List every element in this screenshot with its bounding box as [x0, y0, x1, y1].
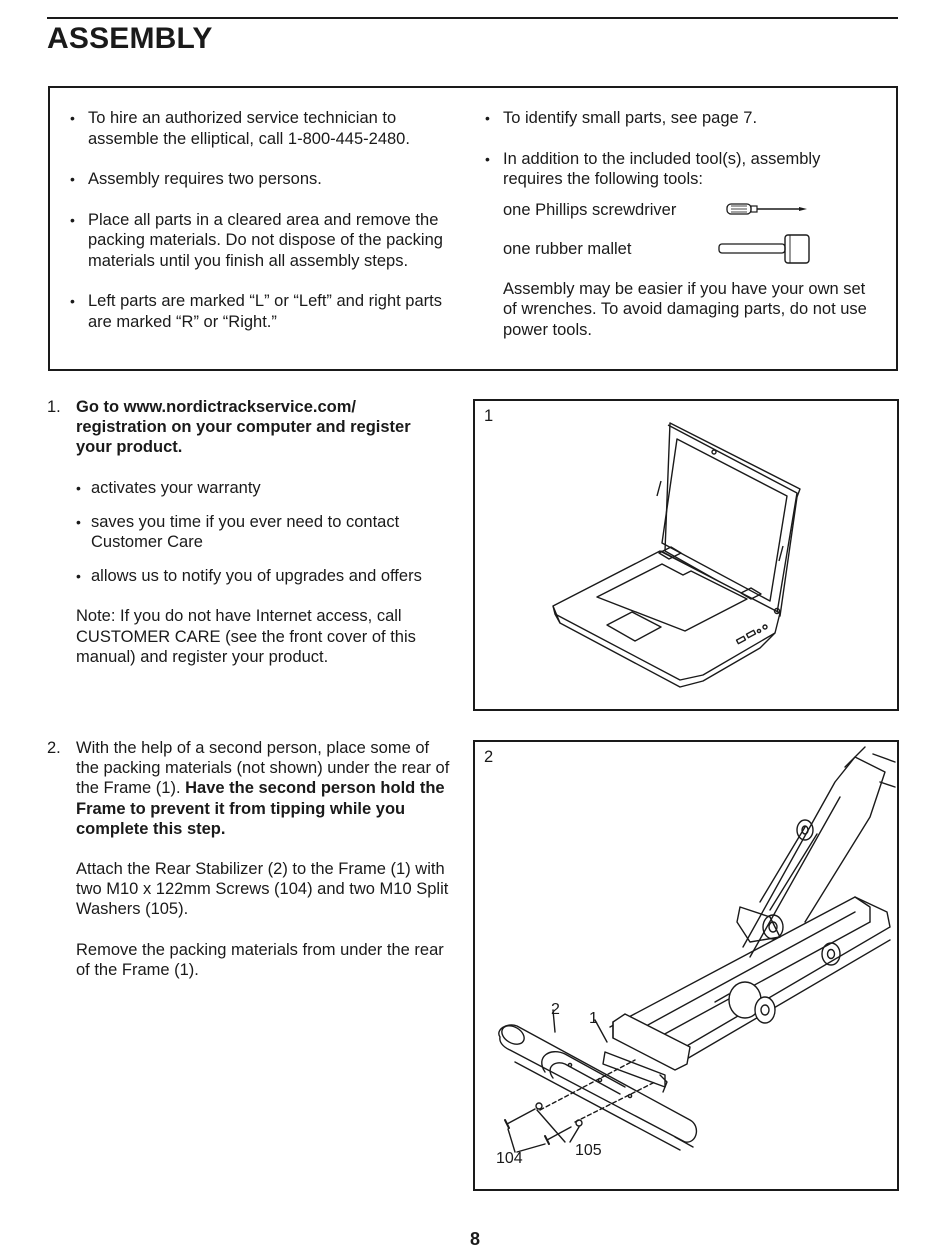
tool-row-mallet — [485, 239, 880, 278]
figure-1 — [473, 399, 899, 711]
callout-frame: 1 — [589, 1010, 598, 1027]
step-2 — [47, 738, 452, 980]
elliptical-frame-illustration — [475, 742, 897, 1189]
step-2-intro: With the help of a second person, place some of the packing materials (not shown) under the rear of the Frame (1). — [76, 739, 450, 798]
tools-note: Assembly may be easier if you have your own set of wrenches. To avoid damaging parts, do not use power tools. — [503, 279, 867, 339]
step-2-paragraph — [76, 738, 452, 839]
tool-row-screwdriver — [485, 200, 880, 239]
step-2-remove: Remove the packing materials from under the rear of the Frame (1). — [76, 940, 444, 979]
step-2-warning: Have the second person hold the Frame to prevent it from tipping while you complete this step. — [76, 779, 445, 838]
step-1-bullet: • activates your warranty — [76, 478, 447, 498]
info-bullet: • Left parts are marked “L” or “Left” and right parts are marked “R” or “Right.” — [70, 291, 455, 332]
callout-washers: 105 — [575, 1142, 602, 1159]
figure-number: 2 — [484, 748, 494, 766]
page-number: 8 — [469, 1229, 480, 1249]
step-1-bullet: • saves you time if you ever need to contact Customer Care — [76, 512, 447, 552]
info-bullet: • To hire an authorized service technician to assemble the elliptical, call 1-800-445-2480. — [70, 108, 455, 149]
figure-2 — [473, 740, 899, 1191]
info-left-column — [70, 108, 455, 352]
step-number: 2. — [47, 739, 61, 757]
tool-label: one rubber mallet — [503, 239, 632, 258]
step-number: 1. — [47, 398, 61, 416]
step-1-bullet: • allows us to notify you of upgrades and offers — [76, 566, 447, 586]
laptop-illustration — [475, 401, 897, 709]
step-1-instruction: Go to www.nordictrackservice.com/ registration on your computer and register your product. — [76, 398, 411, 457]
step-2-attach: Attach the Rear Stabilizer (2) to the Frame (1) with two M10 x 122mm Screws (104) and two M10 Split Washers (105). — [76, 860, 449, 919]
tool-label: one Phillips screwdriver — [503, 200, 677, 219]
info-right-column — [485, 108, 880, 340]
figure-number: 1 — [484, 407, 494, 425]
screwdriver-icon — [717, 194, 817, 228]
page-title: ASSEMBLY — [47, 22, 213, 55]
info-bullet: • Assembly requires two persons. — [70, 169, 455, 190]
top-rule — [47, 17, 898, 19]
info-bullet: • Place all parts in a cleared area and remove the packing materials. Do not dispose of the packing materials until you finish all assembly steps. — [70, 210, 455, 272]
step-1 — [47, 397, 447, 667]
callout-screws: 104 — [496, 1150, 523, 1167]
step-1-note: Note: If you do not have Internet access, call CUSTOMER CARE (see the front cover of this manual) and register your product. — [76, 607, 416, 666]
callout-stabilizer: 2 — [551, 1001, 560, 1018]
info-box — [48, 86, 898, 371]
info-bullet: • To identify small parts, see page 7. — [485, 108, 880, 129]
mallet-icon — [717, 233, 817, 267]
info-bullet: • In addition to the included tool(s), assembly requires the following tools: — [485, 149, 880, 190]
